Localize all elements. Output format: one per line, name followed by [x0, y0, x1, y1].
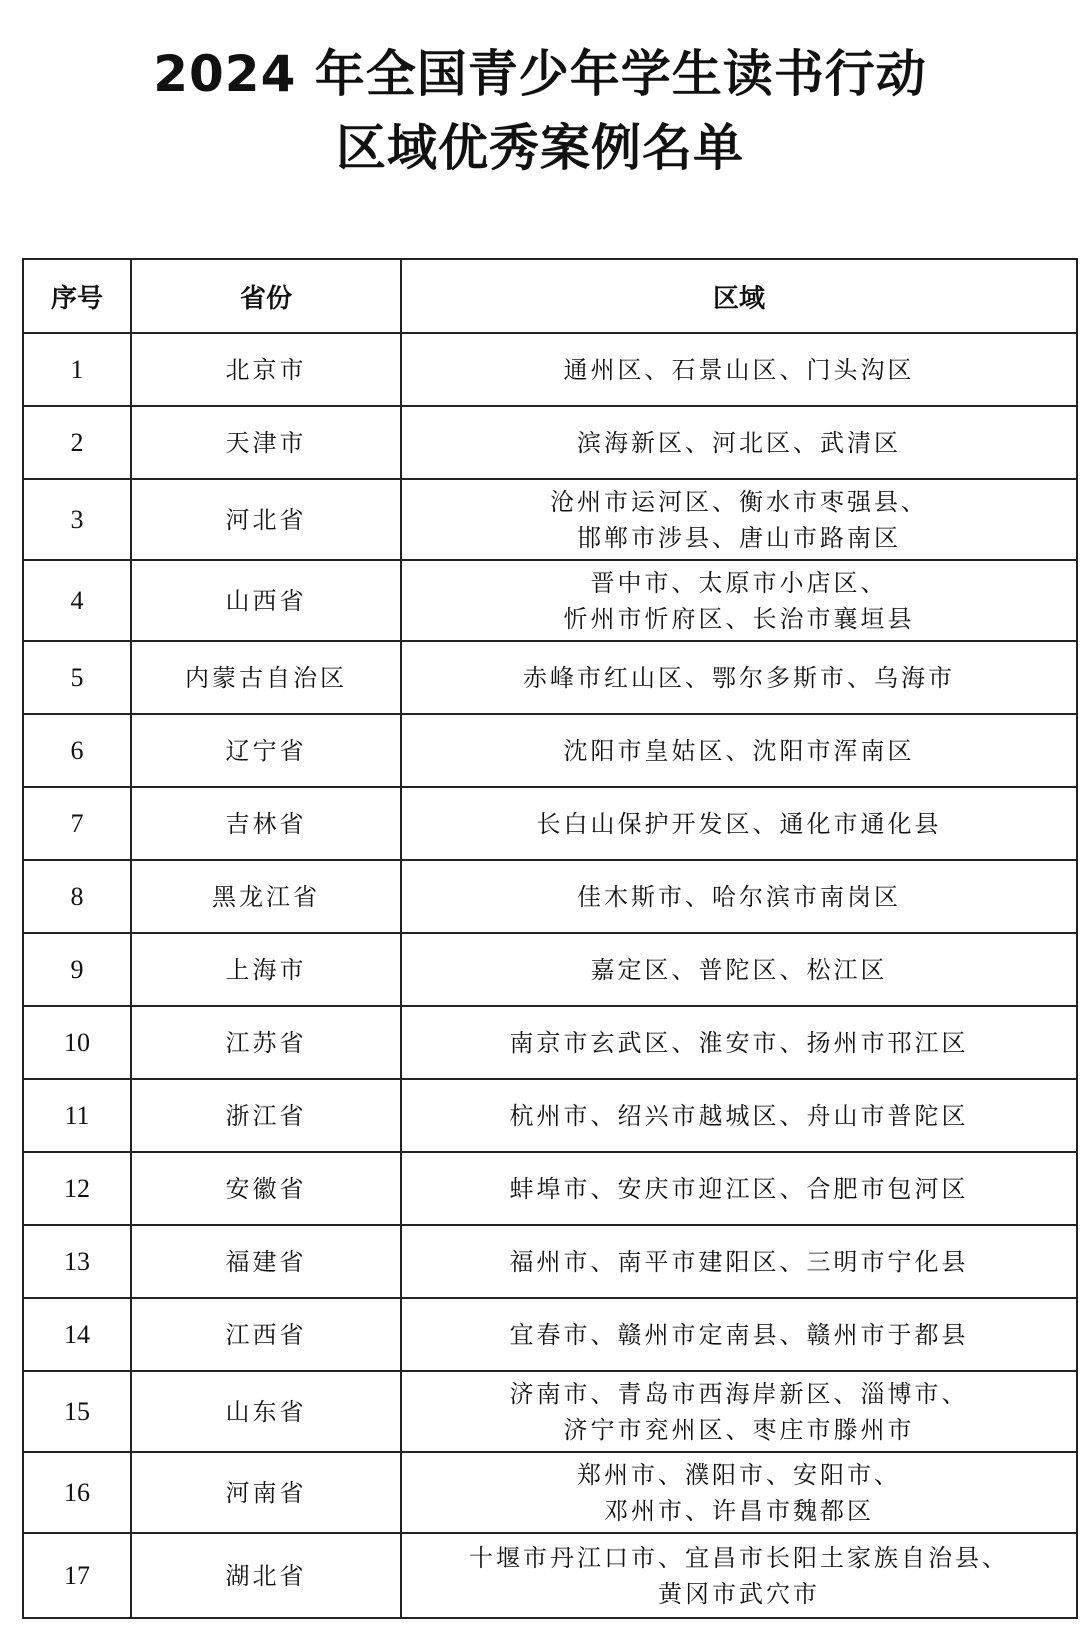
row-region	[401, 714, 1077, 787]
row-region	[401, 860, 1077, 933]
table-row	[23, 1225, 1077, 1298]
row-region	[401, 787, 1077, 860]
row-province: 辽宁省	[131, 714, 401, 787]
table-header-row	[23, 259, 1077, 333]
region-line: 蚌埠市、安庆市迎江区、合肥市包河区	[509, 1174, 969, 1203]
row-province: 浙江省	[131, 1079, 401, 1152]
region-line: 南京市玄武区、淮安市、扬州市邗江区	[509, 1028, 969, 1057]
row-seq: 11	[23, 1079, 131, 1152]
header-province: 省份	[131, 259, 401, 333]
row-province: 山西省	[131, 560, 401, 641]
table-row	[23, 406, 1077, 479]
row-province: 河南省	[131, 1452, 401, 1533]
row-seq: 6	[23, 714, 131, 787]
region-line: 晋中市、太原市小店区、	[590, 568, 888, 597]
table-row	[23, 1006, 1077, 1079]
row-province: 江西省	[131, 1298, 401, 1371]
row-region	[401, 1533, 1077, 1618]
row-province: 福建省	[131, 1225, 401, 1298]
header-region: 区域	[401, 259, 1077, 333]
table-row	[23, 333, 1077, 406]
row-seq: 12	[23, 1152, 131, 1225]
row-seq: 9	[23, 933, 131, 1006]
row-seq: 13	[23, 1225, 131, 1298]
region-line: 杭州市、绍兴市越城区、舟山市普陀区	[509, 1101, 969, 1130]
region-line: 福州市、南平市建阳区、三明市宁化县	[509, 1247, 969, 1276]
row-province: 江苏省	[131, 1006, 401, 1079]
region-line: 赤峰市红山区、鄂尔多斯市、乌海市	[523, 663, 955, 692]
row-region	[401, 479, 1077, 560]
region-line: 济南市、青岛市西海岸新区、淄博市、	[509, 1379, 969, 1408]
row-seq: 10	[23, 1006, 131, 1079]
region-line: 邯郸市涉县、唐山市路南区	[577, 523, 901, 552]
row-region	[401, 1225, 1077, 1298]
row-region	[401, 641, 1077, 714]
row-region	[401, 406, 1077, 479]
header-seq: 序号	[23, 259, 131, 333]
region-line: 沧州市运河区、衡水市枣强县、	[550, 487, 928, 516]
row-seq: 17	[23, 1533, 131, 1618]
region-line: 长白山保护开发区、通化市通化县	[536, 809, 942, 838]
region-line: 黄冈市武穴市	[658, 1579, 820, 1608]
row-province: 上海市	[131, 933, 401, 1006]
table-row	[23, 1298, 1077, 1371]
row-seq: 16	[23, 1452, 131, 1533]
table-row	[23, 714, 1077, 787]
row-seq: 1	[23, 333, 131, 406]
row-province: 吉林省	[131, 787, 401, 860]
table-row	[23, 1371, 1077, 1452]
row-province: 河北省	[131, 479, 401, 560]
page-title-line-1: 2024 年全国青少年学生读书行动	[153, 45, 927, 103]
region-line: 通州区、石景山区、门头沟区	[563, 355, 915, 384]
table-row	[23, 860, 1077, 933]
row-region	[401, 1079, 1077, 1152]
row-region	[401, 1371, 1077, 1452]
region-line: 十堰市丹江口市、宜昌市长阳土家族自治县、	[469, 1543, 1009, 1572]
row-province: 山东省	[131, 1371, 401, 1452]
row-seq: 8	[23, 860, 131, 933]
row-province: 黑龙江省	[131, 860, 401, 933]
table-row	[23, 1079, 1077, 1152]
region-line: 邓州市、许昌市魏都区	[604, 1496, 874, 1525]
row-region	[401, 933, 1077, 1006]
case-list-table	[22, 258, 1078, 1619]
row-region	[401, 1006, 1077, 1079]
region-line: 郑州市、濮阳市、安阳市、	[577, 1460, 901, 1489]
row-region	[401, 333, 1077, 406]
row-seq: 3	[23, 479, 131, 560]
region-line: 济宁市兖州区、枣庄市滕州市	[563, 1415, 915, 1444]
table-row	[23, 641, 1077, 714]
row-province: 内蒙古自治区	[131, 641, 401, 714]
row-province: 安徽省	[131, 1152, 401, 1225]
row-seq: 5	[23, 641, 131, 714]
row-seq: 14	[23, 1298, 131, 1371]
region-line: 沈阳市皇姑区、沈阳市浑南区	[563, 736, 915, 765]
row-seq: 2	[23, 406, 131, 479]
row-region	[401, 1298, 1077, 1371]
row-region	[401, 1152, 1077, 1225]
table-row	[23, 479, 1077, 560]
region-line: 滨海新区、河北区、武清区	[577, 428, 901, 457]
table-row	[23, 1152, 1077, 1225]
region-line: 嘉定区、普陀区、松江区	[590, 955, 888, 984]
page-title-line-2: 区域优秀案例名单	[336, 119, 744, 177]
row-seq: 4	[23, 560, 131, 641]
row-region	[401, 1452, 1077, 1533]
region-line: 佳木斯市、哈尔滨市南岗区	[577, 882, 901, 911]
table-row	[23, 1533, 1077, 1618]
table-row	[23, 560, 1077, 641]
table-row	[23, 1452, 1077, 1533]
row-province: 天津市	[131, 406, 401, 479]
row-seq: 15	[23, 1371, 131, 1452]
row-region	[401, 560, 1077, 641]
row-seq: 7	[23, 787, 131, 860]
row-province: 湖北省	[131, 1533, 401, 1618]
row-province: 北京市	[131, 333, 401, 406]
table-row	[23, 787, 1077, 860]
region-line: 忻州市忻府区、长治市襄垣县	[563, 604, 915, 633]
table-row	[23, 933, 1077, 1006]
region-line: 宜春市、赣州市定南县、赣州市于都县	[509, 1320, 969, 1349]
